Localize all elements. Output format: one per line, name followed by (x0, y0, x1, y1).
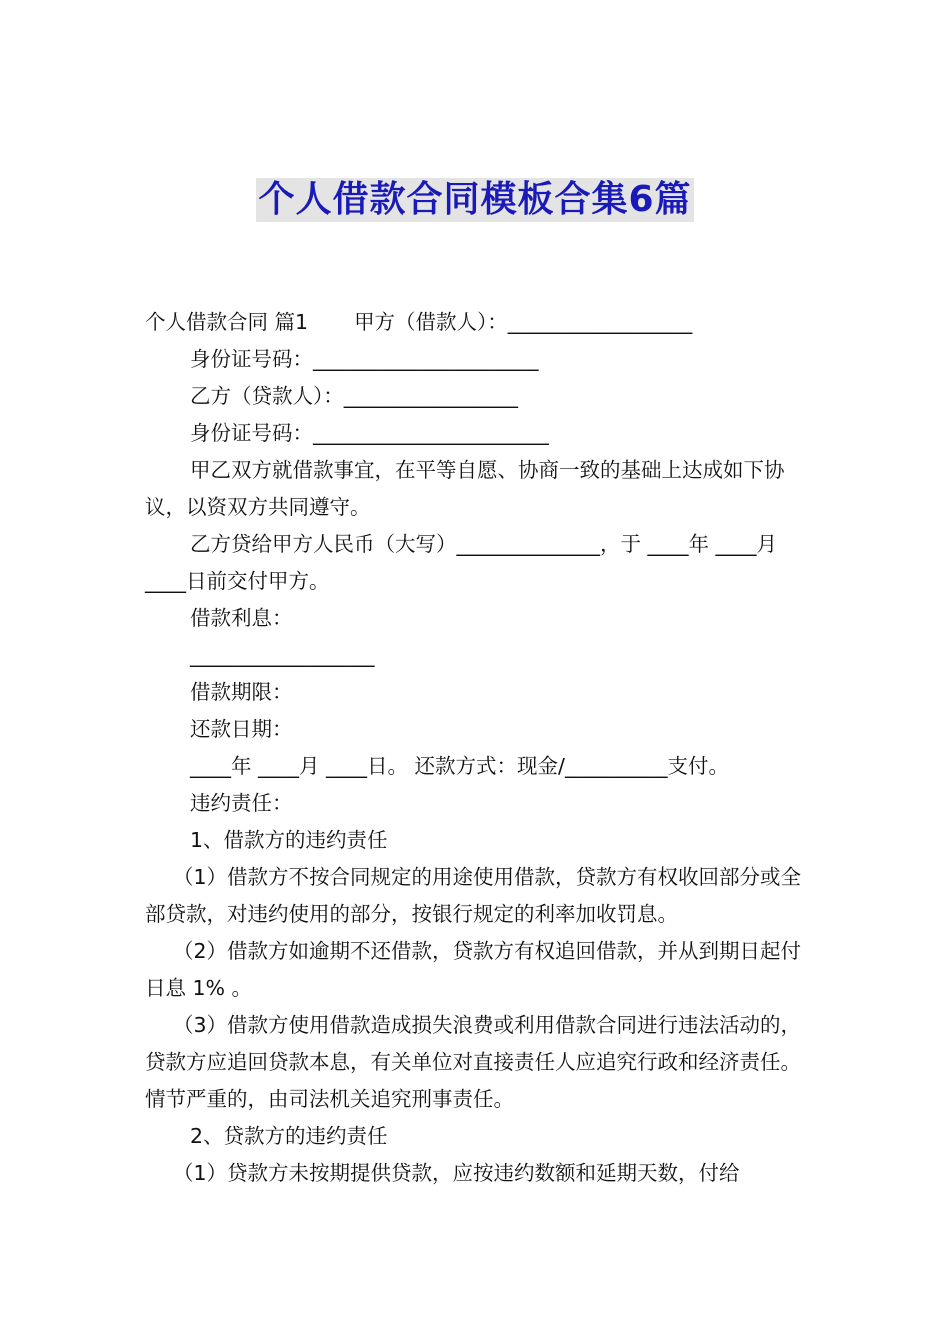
party-b-field: 乙方（贷款人）：_________________ (190, 384, 518, 408)
party-a-field: 甲方（借款人）：__________________ (354, 310, 693, 334)
document-title: 个人借款合同模板合集6篇 (258, 179, 692, 220)
borrower-clause-2: （2）借款方如逾期不还借款，贷款方有权追回借款，并从到期日起付日息 1% 。 (145, 939, 802, 1000)
repay-date-line: ____年 ____月 ____日。 还款方式：现金/__________支付。 (190, 754, 729, 778)
document-body (145, 304, 810, 1192)
loan-amount-paragraph: 乙方贷给甲方人民币（大写）______________，于 ____年 ____月 ____日前交付甲方。 (145, 532, 778, 593)
interest-label: 借款利息： (190, 606, 293, 630)
contract-heading-line (145, 304, 810, 341)
borrower-clause-1: （1）借款方不按合同规定的用途使用借款，贷款方有权收回部分或全部贷款，对违约使用的部分，按银行规定的利率加收罚息。 (145, 865, 802, 926)
party-a-id-field: 身份证号码：______________________ (190, 347, 539, 371)
agreement-paragraph: 甲乙双方就借款事宜，在平等自愿、协商一致的基础上达成如下协议，以资双方共同遵守。 (145, 458, 785, 519)
lender-clause-1: （1）贷款方未按期提供贷款，应按违约数额和延期天数，付给 (173, 1161, 740, 1185)
repay-date-label: 还款日期： (190, 717, 293, 741)
term-label: 借款期限： (190, 680, 293, 704)
interest-blank: __________________ (190, 643, 375, 667)
party-b-id-field: 身份证号码：_______________________ (190, 421, 549, 445)
document-title-wrap (0, 178, 950, 222)
borrower-clause-3: （3）借款方使用借款造成损失浪费或利用借款合同进行违法活动的，贷款方应追回贷款本息，有关单位对直接责任人应追究行政和经济责任。情节严重的，由司法机关追究刑事责任。 (145, 1013, 802, 1111)
breach-label: 违约责任： (190, 791, 293, 815)
borrower-breach-heading: 1、借款方的违约责任 (190, 828, 388, 852)
lender-breach-heading: 2、贷款方的违约责任 (190, 1124, 388, 1148)
contract-name: 个人借款合同 篇1 (145, 310, 309, 334)
